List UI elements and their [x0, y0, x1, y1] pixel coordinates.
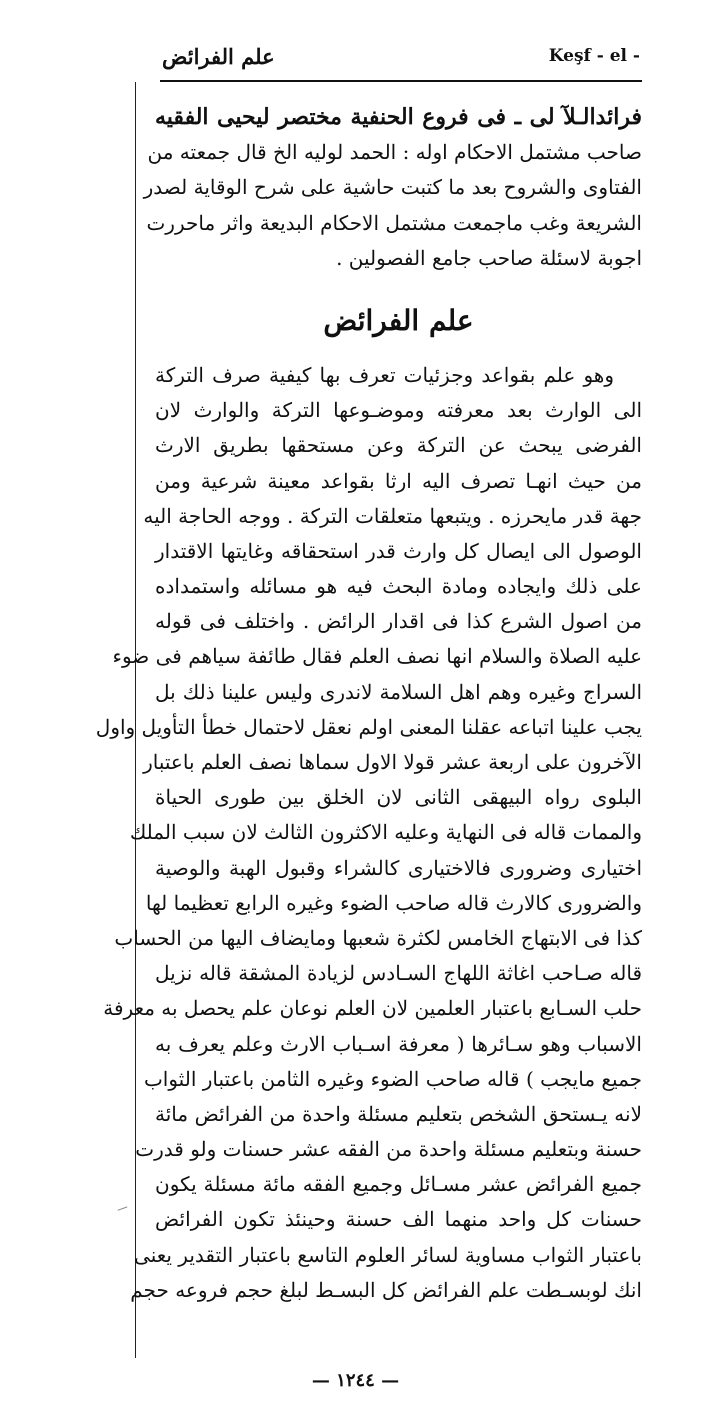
- body-line: كذا فى الابتهاج الخامس لكثرة شعبها ومايضاف اليها من الحساب: [114, 925, 642, 950]
- body-line: البلوى رواه البيهقى الثانى لان الخلق بين طورى الحياة: [155, 785, 642, 810]
- text-column: [95, 100, 642, 1308]
- body-line: الوصول الى ايصال كل وارث قدر استحقاقه وغايتها الاقتدار: [155, 538, 642, 563]
- body-line: من اصول الشرع كذا فى اقدار الرائض . واختلف فى قوله: [155, 609, 642, 634]
- body-line: جميع الفرائض عشر مسـائل وجميع الفقه مائة مسئلة يكون: [155, 1172, 642, 1197]
- body-line: يجب علينا اتباعه عقلنا المعنى اولم نعقل لاحتمال خطأ التأويل واول: [95, 714, 642, 739]
- body-line: باعتبار الثواب مساوية لسائر العلوم التاسع باعتبار التقدير يعنى: [134, 1242, 642, 1267]
- body-line: الفرضى يبحث عن التركة وعن مستحقها بطريق الارث: [155, 433, 642, 458]
- body-line: السراج وغيره وهم اهل السلامة لاندرى وليس علينا ذلك بل: [155, 679, 642, 704]
- body-line: والضرورى كالارث قاله صاحب الضوء وغيره الرابع تعظيما لها: [145, 890, 642, 915]
- body-line: الى الوارث بعد معرفته وموضـوعها التركة والوارث لان: [155, 398, 642, 423]
- page-number: — ١٢٤٤ —: [311, 1370, 400, 1391]
- body-line: اختيارى وضرورى فالاختيارى كالشراء وقبول الهبة والوصية: [155, 855, 642, 880]
- body-line: من حيث انهـا تصرف اليه ارثا بقواعد معينة شرعية ومن: [155, 468, 642, 493]
- body-line: حسنات كل واحد منهما الف حسنة وحينئذ تكون الفرائض: [155, 1207, 642, 1232]
- intro-line: صاحب مشتمل الاحكام اوله : الحمد لوليه الخ قال جمعته من: [147, 140, 642, 165]
- intro-line: الشريعة وغب ماجمعت مشتمل الاحكام البديعة واثر ماحررت: [146, 210, 642, 235]
- header-rule: [160, 80, 642, 82]
- body-line: لانه يـستحق الشخص بتعليم مسئلة واحدة من الفرائض مائة: [155, 1101, 642, 1126]
- body-line: جميع مايجب ) قاله صاحب الضوء وغيره الثامن باعتبار الثواب: [143, 1066, 642, 1091]
- intro-line: اجوبة لاسئلة صاحب جامع الفصولين .: [336, 245, 642, 270]
- section-heading: علم الفرائض: [323, 303, 474, 337]
- body-line: وهو علم بقواعد وجزئيات تعرف بها كيفية صرف التركة: [155, 362, 614, 387]
- body-line: عليه الصلاة والسلام انها نصف العلم فقال طائفة سياهم فى ضوء: [112, 644, 642, 669]
- body-line: الآخرون على اربعة عشر قولا الاول سماها نصف العلم باعتبار: [143, 750, 642, 774]
- running-head-section: علم الفرائض: [162, 44, 275, 69]
- body-line: والممات قاله فى النهاية وعليه الاكثرون الثالث لان سبب الملك: [129, 820, 642, 845]
- intro-line: الفتاوى والشروح بعد ما كتبت حاشية على شرح الوقاية لصدر: [143, 175, 642, 200]
- running-head-title: Keşf - el -: [548, 46, 640, 66]
- body-line: حسنة وبتعليم مسئلة واحدة من الفقه عشر حسنات ولو قدرت: [135, 1137, 642, 1162]
- body-line: حلب السـابع باعتبار العلمين لان العلم نوعان علم يحصل به معرفة: [103, 996, 642, 1021]
- margin-mark: [118, 1206, 129, 1213]
- intro-line: فرائدالـلآ لى ـ فى فروع الحنفية مختصر ليحيى الفقيه: [155, 104, 642, 130]
- body-line: على ذلك وايجاده ومادة البحث فيه هو مسائله واستمداده: [155, 574, 642, 599]
- body-line: جهة قدر مايحرزه . ويتبعها متعلقات التركة . ووجه الحاجة اليه: [143, 503, 642, 528]
- body-line: انك لوبسـطت علم الفرائض كل البسـط لبلغ حجم فروعه حجم: [130, 1277, 642, 1302]
- body-line: قاله صـاحب اغاثة اللهاج السـادس لزيادة المشقة قاله نزيل: [155, 961, 642, 986]
- page-header: [162, 38, 640, 78]
- body-line: الاسباب وهو سـائرها ( معرفة اسـباب الارث وعلم يعرف به: [155, 1031, 642, 1056]
